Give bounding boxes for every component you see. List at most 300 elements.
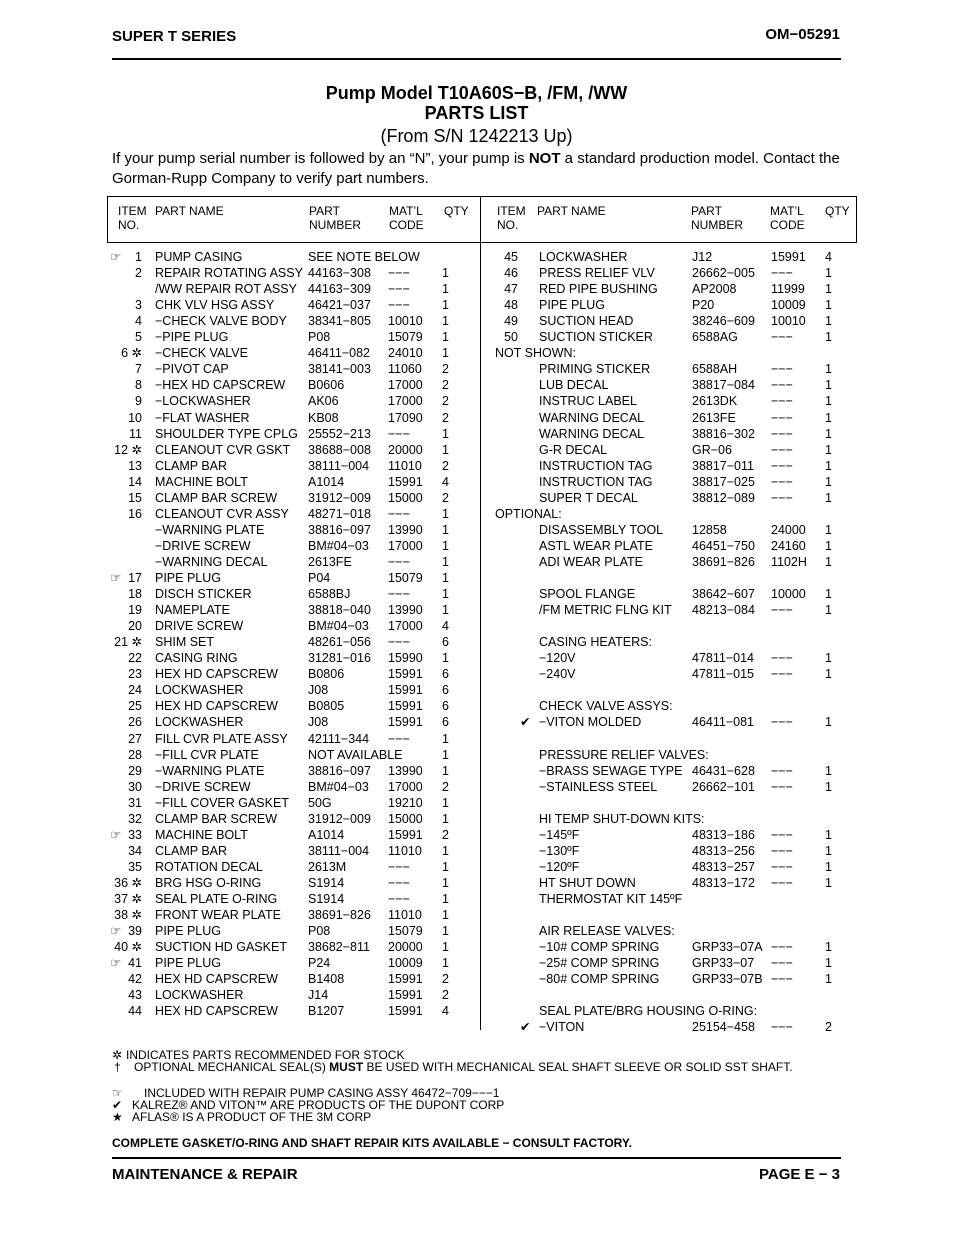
part-name: HI TEMP SHUT-DOWN KITS: xyxy=(539,811,705,826)
item-number: 12 ✲ xyxy=(114,442,142,457)
part-number: 38642−607 xyxy=(692,587,755,602)
quantity: 1 xyxy=(825,956,832,971)
header-rule xyxy=(112,58,841,60)
quantity: 2 xyxy=(442,972,449,987)
pointing-hand-icon: ☞ xyxy=(112,1086,123,1100)
column-header-name: PART NAME xyxy=(537,204,606,218)
part-number: 38688−008 xyxy=(308,442,371,457)
part-number: 48313−256 xyxy=(692,843,755,858)
item-number: 33 xyxy=(128,827,142,842)
quantity: 6 xyxy=(442,635,449,650)
material-code: −−− xyxy=(771,266,793,281)
note-aflas xyxy=(112,1111,371,1124)
quantity: 1 xyxy=(825,378,832,393)
part-number: B1408 xyxy=(308,972,345,987)
part-name: PIPE PLUG xyxy=(155,571,221,585)
item-number: 40 ✲ xyxy=(114,940,142,955)
note-seal-text-before: OPTIONAL MECHANICAL SEAL(S) xyxy=(134,1060,330,1074)
material-code: 15991 xyxy=(388,715,423,730)
part-number: 50G xyxy=(308,795,332,810)
part-name: −BRASS SEWAGE TYPE xyxy=(539,763,683,778)
column-header-qty: QTY xyxy=(825,204,850,218)
quantity: 2 xyxy=(442,394,449,409)
quantity: 1 xyxy=(825,875,832,890)
part-number: 25552−213 xyxy=(308,426,371,441)
part-number: 48313−257 xyxy=(692,859,755,874)
quantity: 6 xyxy=(442,667,449,682)
quantity: 1 xyxy=(825,410,832,425)
material-code: 17000 xyxy=(388,779,423,794)
part-name: −DRIVE SCREW xyxy=(155,779,251,794)
material-code: −−− xyxy=(771,651,793,666)
part-number: AK06 xyxy=(308,394,339,409)
part-name: HEX HD CAPSCREW xyxy=(155,972,278,987)
quantity: 2 xyxy=(442,827,449,842)
part-name: −130ºF xyxy=(539,843,580,858)
part-name: SEAL PLATE O-RING xyxy=(155,892,278,906)
material-code: −−− xyxy=(388,731,410,746)
material-code: −−− xyxy=(771,859,793,874)
material-code: 15991 xyxy=(388,683,423,698)
quantity: 1 xyxy=(442,330,449,345)
part-name: −DRIVE SCREW xyxy=(155,538,251,553)
item-number: 25 xyxy=(128,699,142,714)
material-code: −−− xyxy=(771,843,793,858)
part-number: GRP33−07A xyxy=(692,940,763,955)
material-code: −−− xyxy=(388,282,410,297)
part-number: BM#04−03 xyxy=(308,779,369,794)
material-code: 15991 xyxy=(388,988,423,1003)
part-number: 38341−805 xyxy=(308,314,371,329)
part-name: −CHECK VALVE xyxy=(155,346,248,361)
part-number: 47811−015 xyxy=(692,667,754,682)
part-number: 42111−344 xyxy=(308,731,370,746)
quantity: 1 xyxy=(825,972,832,987)
material-code: 11999 xyxy=(771,282,805,297)
item-number: 1 xyxy=(135,250,142,264)
quantity: 1 xyxy=(442,266,449,281)
material-code: 17000 xyxy=(388,394,423,409)
part-number: 38817−025 xyxy=(692,474,755,489)
material-code: 11010 xyxy=(388,908,422,923)
material-code: 20000 xyxy=(388,442,423,457)
material-code: 24000 xyxy=(771,522,806,537)
part-name: PIPE PLUG xyxy=(155,924,221,939)
part-number: 46451−750 xyxy=(692,538,755,553)
quantity: 1 xyxy=(825,362,832,377)
part-name: HEX HD CAPSCREW xyxy=(155,699,278,714)
part-name: NAMEPLATE xyxy=(155,603,230,618)
quantity: 1 xyxy=(825,651,832,666)
repair-kits-note: COMPLETE GASKET/O-RING AND SHAFT REPAIR KITS AVAILABLE − CONSULT FACTORY. xyxy=(112,1136,632,1150)
part-name: ROTATION DECAL xyxy=(155,859,263,874)
item-number: 39 xyxy=(128,924,142,939)
item-number: 47 xyxy=(504,282,518,297)
material-code: 13990 xyxy=(388,603,423,618)
part-number: B0805 xyxy=(308,699,345,714)
item-number: 43 xyxy=(128,988,142,1003)
item-number: 27 xyxy=(128,731,142,746)
part-number: 38111−004 xyxy=(308,843,370,858)
title-serial-range: (From S/N 1242213 Up) xyxy=(380,126,573,146)
part-number: 26662−101 xyxy=(692,779,755,794)
part-name: DRIVE SCREW xyxy=(155,619,244,634)
part-number: KB08 xyxy=(308,410,339,425)
part-name: −FLAT WASHER xyxy=(155,410,250,425)
quantity: 1 xyxy=(442,811,449,826)
material-code: −−− xyxy=(388,426,410,441)
row-mark: ☞ xyxy=(110,827,122,842)
item-number: 20 xyxy=(128,619,142,634)
part-number: 38817−084 xyxy=(692,378,755,393)
part-name: BRG HSG O-RING xyxy=(155,875,262,890)
part-name: THERMOSTAT KIT 145ºF xyxy=(539,892,683,906)
material-code: −−− xyxy=(771,1020,793,1035)
quantity: 6 xyxy=(442,715,449,730)
part-name: MACHINE BOLT xyxy=(155,827,248,842)
part-number: 6588AG xyxy=(692,330,738,345)
quantity: 1 xyxy=(442,747,449,762)
part-name: /FM METRIC FLNG KIT xyxy=(539,603,672,618)
quantity: 1 xyxy=(442,298,449,313)
quantity: 2 xyxy=(442,988,449,1003)
item-number: 50 xyxy=(504,330,518,345)
part-name: ADI WEAR PLATE xyxy=(539,554,643,569)
quantity: 1 xyxy=(442,522,449,537)
part-name: CLAMP BAR xyxy=(155,458,228,473)
item-number: 2 xyxy=(135,266,142,281)
quantity: 1 xyxy=(442,442,449,457)
part-number: 2613DK xyxy=(692,394,738,409)
quantity: 1 xyxy=(442,506,449,521)
part-number: 31912−009 xyxy=(308,490,371,505)
star-icon: ★ xyxy=(112,1110,123,1124)
note-aflas-text: AFLAS® IS A PRODUCT OF THE 3M CORP xyxy=(132,1110,372,1124)
part-name: LOCKWASHER xyxy=(155,683,244,698)
part-name: −VITON xyxy=(539,1020,585,1035)
part-number: 38818−040 xyxy=(308,603,371,618)
material-code: 15991 xyxy=(388,667,423,682)
part-number: A1014 xyxy=(308,474,345,489)
row-mark: ☞ xyxy=(110,571,122,585)
material-code: −−− xyxy=(771,378,793,393)
row-mark: ☞ xyxy=(110,956,122,971)
part-name: −120V xyxy=(539,651,576,666)
part-number: S1914 xyxy=(308,875,345,890)
column-header-part: PART NUMBER xyxy=(309,204,362,232)
item-number: 4 xyxy=(135,314,142,329)
part-name: −WARNING PLATE xyxy=(155,763,265,778)
material-code: −−− xyxy=(388,875,410,890)
item-number: 28 xyxy=(128,747,142,762)
material-code: 15000 xyxy=(388,811,423,826)
quantity: 1 xyxy=(442,282,449,297)
part-number: P04 xyxy=(308,571,331,585)
quantity: 1 xyxy=(442,875,449,890)
material-code: −−− xyxy=(771,458,793,473)
material-code: −−− xyxy=(771,474,793,489)
item-number: 6 ✲ xyxy=(121,346,142,361)
item-number: 13 xyxy=(128,458,142,473)
part-name: SHOULDER TYPE CPLG xyxy=(155,426,298,441)
section-heading: OPTIONAL: xyxy=(495,506,562,521)
quantity: 1 xyxy=(442,908,449,923)
header-doc-number: OM−05291 xyxy=(765,26,840,43)
item-number: 8 xyxy=(135,378,142,393)
part-number: 46411−082 xyxy=(308,346,370,361)
quantity: 1 xyxy=(442,940,449,955)
part-name: PIPE PLUG xyxy=(539,298,605,313)
item-number: 34 xyxy=(128,843,142,858)
material-code: −−− xyxy=(771,875,793,890)
quantity: 1 xyxy=(825,490,832,505)
part-name: HEX HD CAPSCREW xyxy=(155,667,278,682)
part-name: −CHECK VALVE BODY xyxy=(155,314,287,329)
part-name: HEX HD CAPSCREW xyxy=(155,1004,278,1019)
quantity: 1 xyxy=(442,763,449,778)
part-number: GRP33−07 xyxy=(692,956,755,971)
item-number: 26 xyxy=(128,715,142,730)
row-mark: ✔ xyxy=(520,715,531,730)
material-code: 10009 xyxy=(388,956,423,971)
part-name: FRONT WEAR PLATE xyxy=(155,908,281,923)
material-code: −−− xyxy=(388,554,410,569)
item-number: 11 xyxy=(129,426,142,441)
item-number: 31 xyxy=(128,795,142,810)
part-number: J12 xyxy=(692,250,713,264)
part-number: 38816−097 xyxy=(308,522,371,537)
material-code: 15990 xyxy=(388,651,423,666)
part-name: CLAMP BAR xyxy=(155,843,228,858)
part-number: BM#04−03 xyxy=(308,538,369,553)
part-number: P08 xyxy=(308,330,331,345)
quantity: 1 xyxy=(442,651,449,666)
quantity: 1 xyxy=(825,554,832,569)
part-number: 38691−826 xyxy=(692,554,755,569)
quantity: 2 xyxy=(442,410,449,425)
quantity: 1 xyxy=(825,538,832,553)
part-name: CLAMP BAR SCREW xyxy=(155,811,278,826)
note-mechanical-seal xyxy=(112,1061,793,1074)
part-number: 48313−172 xyxy=(692,875,755,890)
quantity: 6 xyxy=(442,683,449,698)
title-model: Pump Model T10A60S−B, /FM, /WW xyxy=(325,83,628,103)
intro-text-bold: NOT xyxy=(528,150,561,167)
part-name: AIR RELEASE VALVES: xyxy=(539,924,675,939)
part-name: LOCKWASHER xyxy=(155,715,244,730)
quantity: 1 xyxy=(442,924,449,939)
quantity: 2 xyxy=(442,458,449,473)
header-series: SUPER T SERIES xyxy=(112,28,237,45)
part-name: SHIM SET xyxy=(155,635,215,650)
material-code: −−− xyxy=(388,587,410,602)
quantity: 1 xyxy=(825,763,832,778)
part-name: RED PIPE BUSHING xyxy=(539,282,658,297)
material-code: −−− xyxy=(771,779,793,794)
part-name: ASTL WEAR PLATE xyxy=(539,538,653,553)
title-block xyxy=(112,83,841,148)
row-mark: ☞ xyxy=(110,250,122,264)
quantity: 1 xyxy=(825,474,832,489)
part-name: DISCH STICKER xyxy=(155,587,252,602)
item-number: 7 xyxy=(135,362,142,377)
part-name: CASING RING xyxy=(155,651,238,666)
part-number: 46421−037 xyxy=(308,298,371,313)
footer-section: MAINTENANCE & REPAIR xyxy=(112,1166,298,1183)
part-name: CLAMP BAR SCREW xyxy=(155,490,278,505)
quantity: 1 xyxy=(442,426,449,441)
material-code: 17090 xyxy=(388,410,423,425)
part-name: −80# COMP SPRING xyxy=(539,972,660,987)
part-number: B0806 xyxy=(308,667,345,682)
material-code: −−− xyxy=(771,715,793,730)
material-code: 24160 xyxy=(771,538,806,553)
quantity: 1 xyxy=(825,394,832,409)
part-number: 2613M xyxy=(308,859,347,874)
quantity: 6 xyxy=(442,699,449,714)
part-number: SEE NOTE BELOW xyxy=(308,250,420,264)
material-code: 17000 xyxy=(388,538,423,553)
item-number: 3 xyxy=(135,298,142,313)
quantity: 1 xyxy=(825,827,832,842)
item-number: 15 xyxy=(128,490,142,505)
quantity: 1 xyxy=(825,859,832,874)
part-name: FILL CVR PLATE ASSY xyxy=(155,731,288,746)
part-name: INSTRUC LABEL xyxy=(539,394,637,409)
part-number: 26662−005 xyxy=(692,266,755,281)
quantity: 4 xyxy=(442,619,449,634)
quantity: 2 xyxy=(442,779,449,794)
part-number: 44163−308 xyxy=(308,266,371,281)
part-number: 47811−014 xyxy=(692,651,754,666)
material-code: 20000 xyxy=(388,940,423,955)
part-number: S1914 xyxy=(308,892,345,906)
asterisk-icon: ✲ xyxy=(112,1048,123,1062)
quantity: 1 xyxy=(825,282,832,297)
quantity: 1 xyxy=(825,314,832,329)
material-code: 15991 xyxy=(388,827,423,842)
part-number: 12858 xyxy=(692,522,727,537)
part-name: CLEANOUT CVR GSKT xyxy=(155,442,291,457)
part-number: 38816−302 xyxy=(692,426,755,441)
part-number: 25154−458 xyxy=(692,1020,755,1035)
material-code: 10010 xyxy=(771,314,806,329)
material-code: −−− xyxy=(771,763,793,778)
material-code: −−− xyxy=(388,635,410,650)
part-number: AP2008 xyxy=(692,282,737,297)
quantity: 1 xyxy=(825,779,832,794)
quantity: 4 xyxy=(825,250,832,264)
item-number: 10 xyxy=(128,410,142,425)
material-code: −−− xyxy=(771,972,793,987)
part-name: MACHINE BOLT xyxy=(155,474,248,489)
material-code: 10009 xyxy=(771,298,806,313)
part-number: 38246−609 xyxy=(692,314,755,329)
item-number: 41 xyxy=(128,956,142,971)
item-number: 32 xyxy=(128,811,142,826)
part-number: 38816−097 xyxy=(308,763,371,778)
intro-text-before: If your pump serial number is followed by an “N”, your pump is xyxy=(112,150,529,167)
part-name: SUCTION HD GASKET xyxy=(155,940,287,955)
item-number: 35 xyxy=(128,859,142,874)
part-number: 38691−826 xyxy=(308,908,371,923)
note-repair-text: INCLUDED WITH REPAIR PUMP CASING ASSY 46472−709−−−1 xyxy=(144,1086,500,1100)
part-name: G-R DECAL xyxy=(539,442,608,457)
quantity: 4 xyxy=(442,1004,449,1019)
item-number: 23 xyxy=(128,667,142,682)
quantity: 1 xyxy=(442,571,449,585)
quantity: 1 xyxy=(442,587,449,602)
part-name: WARNING DECAL xyxy=(539,410,645,425)
quantity: 2 xyxy=(825,1020,832,1035)
column-header-mat: MAT’L CODE xyxy=(770,204,805,232)
part-number: 38111−004 xyxy=(308,458,370,473)
part-number: 6588AH xyxy=(692,362,738,377)
item-number: 37 ✲ xyxy=(114,892,142,906)
part-name: −FILL COVER GASKET xyxy=(155,795,289,810)
intro-paragraph xyxy=(112,149,852,189)
material-code: 15991 xyxy=(771,250,806,264)
quantity: 1 xyxy=(825,266,832,281)
material-code: −−− xyxy=(388,506,410,521)
material-code: 15000 xyxy=(388,490,423,505)
part-name: PRESSURE RELIEF VALVES: xyxy=(539,747,709,762)
part-name: −WARNING DECAL xyxy=(155,554,268,569)
part-name: −120ºF xyxy=(539,859,580,874)
part-name: INSTRUCTION TAG xyxy=(539,474,653,489)
material-code: −−− xyxy=(388,266,410,281)
part-number: J08 xyxy=(308,715,329,730)
footer-rule xyxy=(112,1157,841,1159)
quantity: 1 xyxy=(825,330,832,345)
item-number: 44 xyxy=(128,1004,142,1019)
item-number: 14 xyxy=(128,474,142,489)
item-number: 42 xyxy=(128,972,142,987)
part-name: −VITON MOLDED xyxy=(539,715,642,730)
table-center-divider xyxy=(480,196,481,1030)
material-code: −−− xyxy=(771,490,793,505)
part-number: 48261−056 xyxy=(308,635,371,650)
dagger-icon: † xyxy=(114,1060,121,1074)
item-number: 19 xyxy=(128,603,142,618)
column-header-item: ITEM NO. xyxy=(118,204,147,232)
quantity: 1 xyxy=(825,442,832,457)
material-code: 15079 xyxy=(388,330,423,345)
material-code: 13990 xyxy=(388,522,423,537)
item-number: 30 xyxy=(128,779,142,794)
material-code: 15079 xyxy=(388,924,423,939)
material-code: 10000 xyxy=(771,587,806,602)
material-code: 15991 xyxy=(388,474,423,489)
part-name: PRESS RELIEF VLV xyxy=(539,266,655,281)
part-number: J14 xyxy=(308,988,329,1003)
part-name: CHK VLV HSG ASSY xyxy=(155,298,275,313)
quantity: 1 xyxy=(442,731,449,746)
item-number: 5 xyxy=(135,330,142,345)
part-number: BM#04−03 xyxy=(308,619,369,634)
part-number: 38812−089 xyxy=(692,490,755,505)
part-name: −240V xyxy=(539,667,576,682)
part-name: CASING HEATERS: xyxy=(539,635,652,650)
checkmark-icon: ✔ xyxy=(112,1098,123,1112)
part-number: GR−06 xyxy=(692,442,732,457)
part-number: P24 xyxy=(308,956,331,971)
part-number: 48213−084 xyxy=(692,603,755,618)
part-number: A1014 xyxy=(308,827,345,842)
material-code: −−− xyxy=(771,442,793,457)
item-number: 46 xyxy=(504,266,518,281)
item-number: 45 xyxy=(504,250,518,264)
